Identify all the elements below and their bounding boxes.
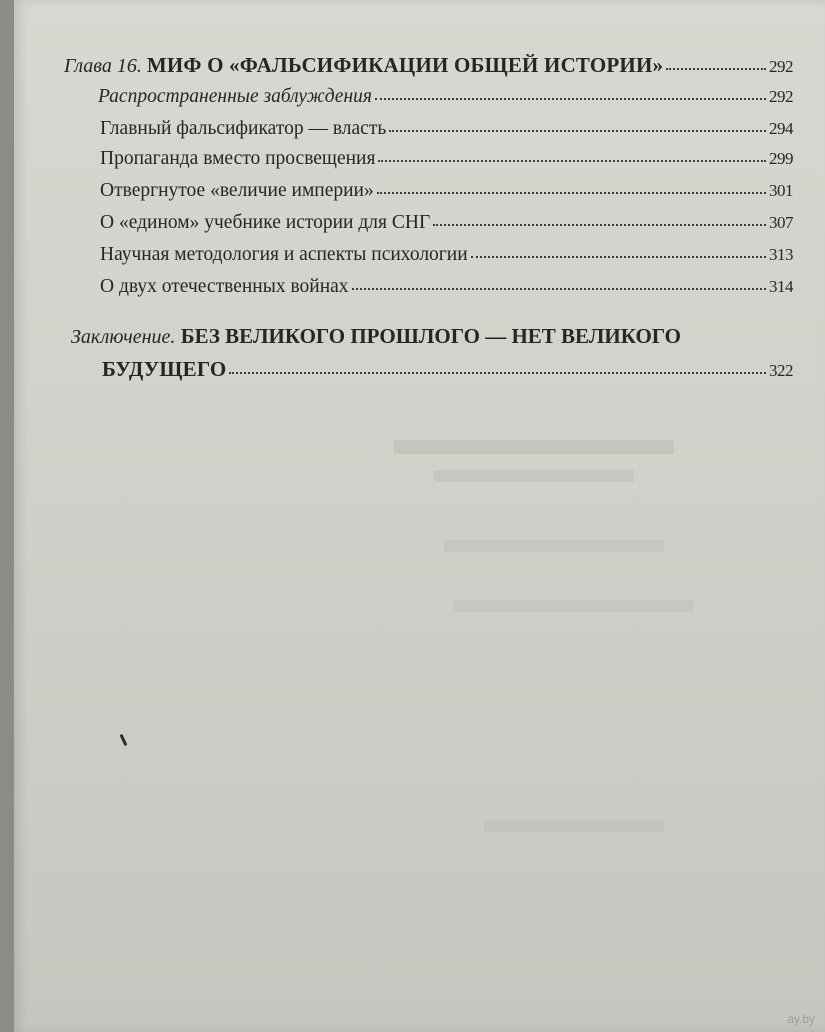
dot-leader [471, 256, 766, 258]
chapter-prefix: Глава 16. [64, 55, 142, 77]
page-number: 313 [769, 245, 793, 264]
dot-leader [229, 372, 766, 374]
toc-section-entry [100, 146, 793, 172]
dot-leader [666, 68, 766, 70]
section-title: Главный фальсификатор — власть [100, 118, 387, 139]
section-title: О двух отечественных войнах [100, 276, 349, 297]
dot-leader [389, 130, 766, 132]
toc-section-entry [98, 84, 793, 110]
ink-speck [120, 734, 128, 746]
watermark: ay.by [787, 1012, 815, 1026]
page-number: 301 [769, 181, 793, 200]
dot-leader [375, 98, 766, 100]
show-through-text [434, 470, 634, 482]
section-title: Распространенные заблуждения [98, 86, 372, 107]
page-number: 307 [769, 213, 793, 232]
conclusion-prefix: Заключение. [71, 326, 176, 348]
toc-chapter-entry [64, 52, 793, 80]
show-through-text [454, 600, 694, 612]
dot-leader [377, 192, 766, 194]
dot-leader [378, 160, 766, 162]
section-title: Отвергнутое «величие империи» [100, 180, 374, 201]
show-through-text [394, 440, 674, 454]
page-number: 294 [769, 119, 793, 138]
chapter-label [64, 52, 663, 79]
toc-section-entry [100, 178, 793, 204]
conclusion-title-line2: БУДУЩЕГО [102, 357, 227, 381]
dot-leader [352, 288, 766, 290]
section-title: О «едином» учебнике истории для СНГ [100, 212, 431, 233]
section-title: Научная методология и аспекты психологии [100, 244, 468, 265]
show-through-text [484, 820, 664, 832]
conclusion-title-line1: БЕЗ ВЕЛИКОГО ПРОШЛОГО — НЕТ ВЕЛИКОГО [180, 324, 681, 348]
page-number: 322 [769, 361, 793, 380]
toc-section-entry [100, 274, 793, 300]
dot-leader [433, 224, 766, 226]
toc-section-entry [100, 116, 793, 142]
conclusion-label [71, 323, 681, 350]
book-page [14, 0, 825, 1032]
show-through-text [444, 540, 664, 552]
toc-section-entry [100, 242, 793, 268]
page-number: 292 [769, 57, 793, 76]
toc-conclusion-entry [102, 356, 793, 384]
toc-section-entry [100, 210, 793, 236]
page-number: 292 [769, 87, 793, 106]
section-title: Пропаганда вместо просвещения [100, 148, 376, 169]
chapter-title: МИФ О «ФАЛЬСИФИКАЦИИ ОБЩЕЙ ИСТОРИИ» [146, 53, 664, 77]
page-number: 314 [769, 277, 793, 296]
page-number: 299 [769, 149, 793, 168]
